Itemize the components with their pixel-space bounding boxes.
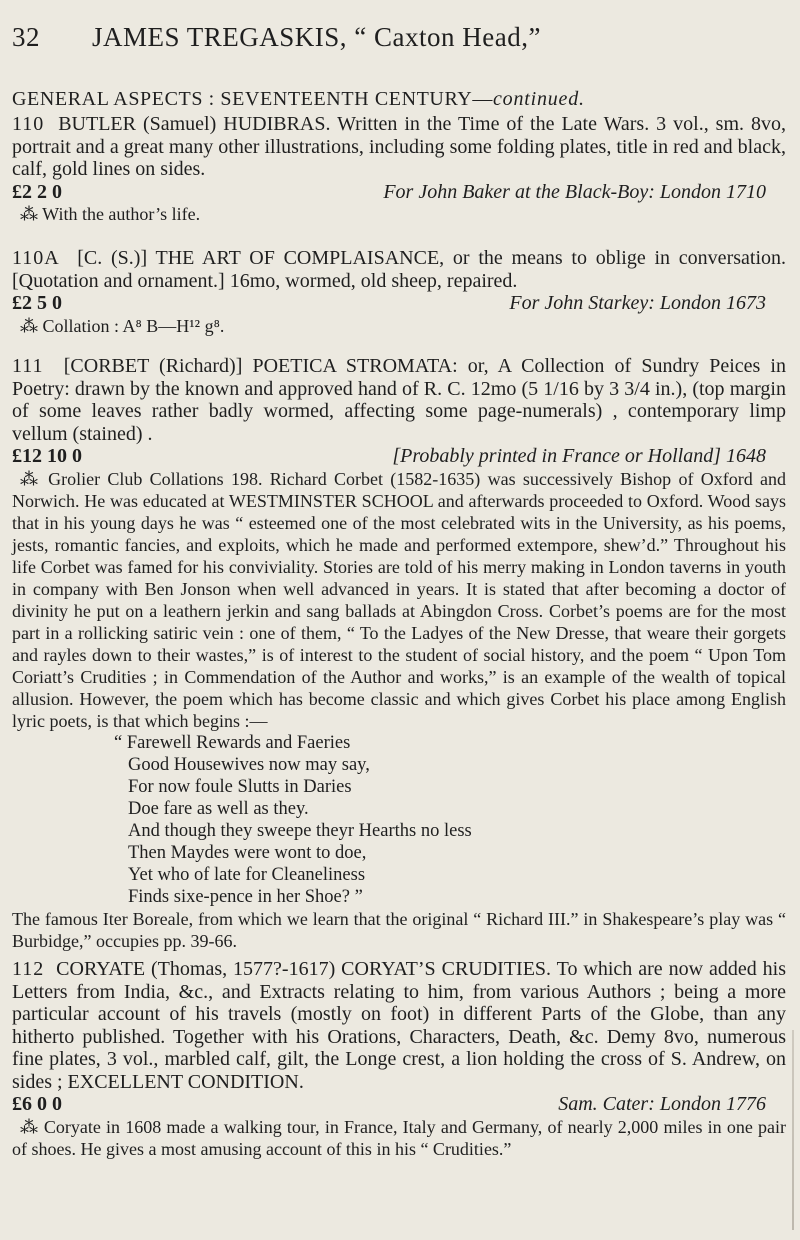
entry-note: ⁂ With the author’s life.: [20, 204, 201, 224]
imprint: Sam. Cater: London 1776: [558, 1093, 766, 1115]
verse-line: Yet who of late for Cleaneliness: [128, 864, 366, 885]
running-title: JAMES TREGASKIS, “ Caxton Head,”: [92, 22, 541, 52]
price: £12 10 0: [12, 445, 82, 467]
entry-body: [12, 247, 786, 292]
entry-note: ⁂ Coryate in 1608 made a walking tour, in France, Italy and Germany, of nearly 2,000 miles in one pair of shoes. He gives a most amusing account of this in his “ Crudities.”: [12, 1116, 786, 1159]
imprint: For John Baker at the Black-Boy: London 1710: [383, 180, 766, 203]
price: £6 0 0: [12, 1093, 62, 1115]
entry-body: [12, 113, 786, 181]
entry-text: [C. (S.)] THE ART OF COMPLAISANCE, or the means to oblige in conversation. [Quotation and ornament.] 16mo, wormed, old sheep, repaired.: [12, 247, 786, 292]
lot-number: 110A: [12, 247, 60, 269]
verse-line: And though they sweepe theyr Hearths no less: [128, 820, 472, 841]
imprint: For John Starkey: London 1673: [509, 292, 766, 314]
imprint: [Probably printed in France or Holland] 1648: [392, 445, 766, 467]
section-heading: [12, 88, 786, 111]
verse-line: Finds sixe-pence in her Shoe? ”: [128, 886, 363, 907]
section-heading-italic: continued.: [492, 88, 585, 110]
verse-line: Good Housewives now may say,: [128, 754, 370, 775]
entry-text: [CORBET (Richard)] POETICA STROMATA: or, A Collection of Sundry Peices in Poetry: drawn by the known and approved hand of R. C. 12mo (5 1/16 by 3 3/4 in.), (top margin of some leaves rather badly wormed, affecting some page-numerals) , contemporary limp vellum (stained) .: [12, 355, 786, 445]
entry-text: BUTLER (Samuel) HUDIBRAS. Written in the Time of the Late Wars. 3 vol., sm. 8vo, portrait and a great many other illustrations, including some folding plates, title in red and black, calf, gold lines on sides.: [12, 113, 786, 180]
entry-text: CORYATE (Thomas, 1577?-1617) CORYAT’S CRUDITIES. To which are now added his Letters from India, &c., and Extracts relating to him, from various Authors ; being a more particular account of his travels (mostly on foot) in different Parts of the Globe, than any hitherto published. Together with his Orations, Characters, Death, &c. Demy 8vo, numerous fine plates, 3 vol., marbled calf, gilt, the Longe crest, a lion holding the cross of S. Andrew, on sides ; EXCELLENT CONDITION.: [12, 958, 786, 1093]
lot-number: 111: [12, 355, 44, 377]
verse-quotation: [114, 732, 786, 908]
price-line: [12, 181, 786, 204]
verse-line: “ Farewell Rewards and Faeries: [114, 732, 351, 753]
catalogue-entry-110a: [12, 247, 786, 337]
section-heading-caps: GENERAL ASPECTS : SEVENTEENTH CENTURY—: [12, 88, 493, 110]
price: £2 2 0: [12, 180, 62, 203]
price-line: [12, 445, 786, 468]
verse-line: Then Maydes were wont to doe,: [128, 842, 367, 863]
price: £2 5 0: [12, 292, 62, 314]
page-header: [12, 22, 780, 53]
catalogue-entry-111: [12, 355, 786, 952]
entry-note: ⁂ Collation : A⁸ B—H¹² g⁸.: [20, 315, 225, 336]
verse-line: Doe fare as well as they.: [128, 798, 309, 819]
entry-body: [12, 958, 786, 1093]
entry-note: ⁂ Grolier Club Collations 198. Richard Corbet (1582-1635) was successively Bishop of Oxford and Norwich. He was educated at WESTMINSTER SCHOOL and afterwards proceeded to Oxford. Wood says that in his young days he was “ esteemed one of the most celebrated wits in the University, as his poems, jests, romantic fancies, and exploits, which he made and performed extempore, shew’d.” Throughout his life Corbet was famed for his conviviality. Stories are told of his merry making in London taverns in youth in company with Ben Jonson when well advanced in years. It is stated that after becoming a doctor of divinity he put on a leathern jerkin and sang ballads at Abingdon Cross. Corbet’s poems are for the most part in a rollicking satiric vein : one of them, “ To the Ladyes of the New Dresse, that weare their gorgets and rayles down to their wastes,” is of interest to the student of social history, and the poem “ Upon Tom Coriatt’s Crudities ; in Commendation of the Author and works,” is an example of the wealth of topical allusion. However, the poem which has become classic and which gives Corbet his place among English lyric poets, is that which begins :—: [12, 468, 786, 731]
verse-line: For now foule Slutts in Daries: [128, 776, 352, 797]
catalogue-entry-112: [12, 958, 786, 1160]
price-line: [12, 1093, 786, 1116]
catalogue-entry-110: [12, 113, 786, 225]
lot-number: 112: [12, 958, 45, 980]
lot-number: 110: [12, 113, 45, 135]
page-edge-shadow: [792, 1030, 794, 1230]
price-line: [12, 292, 786, 315]
page-number: 32: [12, 22, 40, 52]
entry-body: [12, 355, 786, 445]
entry-note-continued: The famous Iter Boreale, from which we learn that the original “ Richard III.” in Shakespeare’s play was “ Burbidge,” occupies pp. 39-66.: [12, 908, 786, 951]
